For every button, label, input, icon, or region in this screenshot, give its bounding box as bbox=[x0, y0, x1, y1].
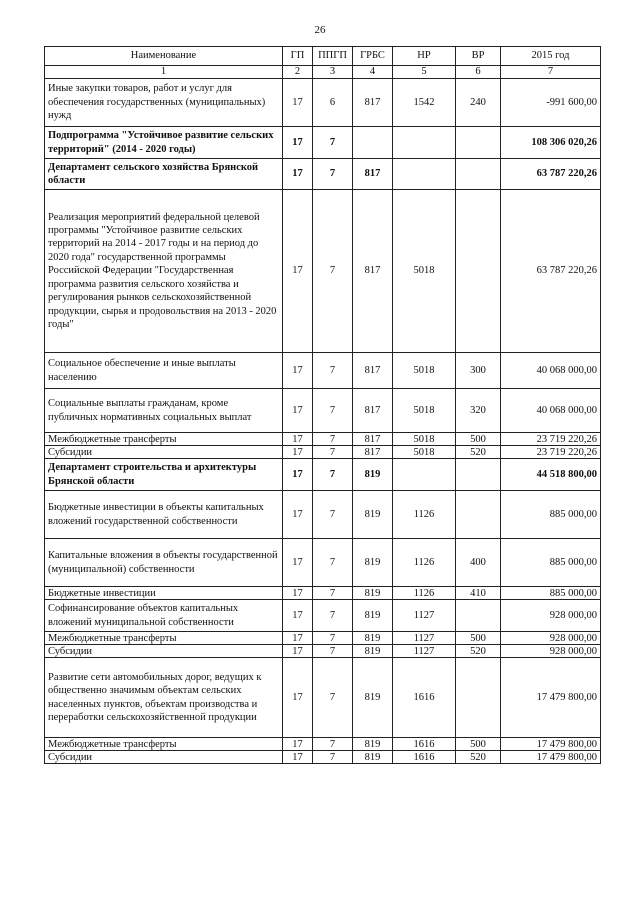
row-gp: 17 bbox=[283, 645, 313, 658]
row-amount: 928 000,00 bbox=[501, 600, 601, 632]
column-number-row bbox=[45, 66, 601, 79]
row-name: Бюджетные инвестиции bbox=[45, 587, 283, 600]
column-number: 2 bbox=[283, 66, 313, 79]
page-number: 26 bbox=[314, 24, 326, 36]
row-name: Межбюджетные трансферты bbox=[45, 433, 283, 446]
row-gp: 17 bbox=[283, 600, 313, 632]
row-name: Социальные выплаты гражданам, кроме публичных нормативных социальных выплат bbox=[45, 389, 283, 433]
row-gp: 17 bbox=[283, 127, 313, 159]
row-gp: 17 bbox=[283, 353, 313, 389]
row-vr: 500 bbox=[456, 632, 501, 645]
row-grbs: 817 bbox=[353, 433, 393, 446]
row-ppgp: 7 bbox=[313, 159, 353, 190]
row-nr: 1126 bbox=[393, 587, 456, 600]
row-vr: 520 bbox=[456, 446, 501, 459]
row-gp: 17 bbox=[283, 79, 313, 127]
row-nr bbox=[393, 459, 456, 491]
row-amount: 44 518 800,00 bbox=[501, 459, 601, 491]
table-body bbox=[45, 79, 601, 764]
row-amount: 63 787 220,26 bbox=[501, 190, 601, 353]
row-grbs: 819 bbox=[353, 491, 393, 539]
row-ppgp: 7 bbox=[313, 632, 353, 645]
row-gp: 17 bbox=[283, 446, 313, 459]
row-grbs: 817 bbox=[353, 353, 393, 389]
table-row bbox=[45, 658, 601, 738]
row-ppgp: 7 bbox=[313, 433, 353, 446]
row-amount: 40 068 000,00 bbox=[501, 389, 601, 433]
row-gp: 17 bbox=[283, 491, 313, 539]
row-name: Социальное обеспечение и иные выплаты населению bbox=[45, 353, 283, 389]
row-nr: 1127 bbox=[393, 600, 456, 632]
header-name: Наименование bbox=[45, 47, 283, 66]
row-vr: 520 bbox=[456, 751, 501, 764]
row-ppgp: 7 bbox=[313, 539, 353, 587]
row-ppgp: 7 bbox=[313, 645, 353, 658]
row-vr: 500 bbox=[456, 738, 501, 751]
column-number: 4 bbox=[353, 66, 393, 79]
table-row bbox=[45, 539, 601, 587]
row-grbs: 819 bbox=[353, 645, 393, 658]
row-grbs: 817 bbox=[353, 79, 393, 127]
row-name: Софинансирование объектов капитальных вложений муниципальной собственности bbox=[45, 600, 283, 632]
row-grbs: 819 bbox=[353, 738, 393, 751]
row-vr: 400 bbox=[456, 539, 501, 587]
table-row bbox=[45, 738, 601, 751]
table-row bbox=[45, 645, 601, 658]
row-vr: 410 bbox=[456, 587, 501, 600]
table-row bbox=[45, 751, 601, 764]
row-ppgp: 7 bbox=[313, 738, 353, 751]
column-number: 5 bbox=[393, 66, 456, 79]
row-grbs: 817 bbox=[353, 159, 393, 190]
row-nr: 1542 bbox=[393, 79, 456, 127]
row-grbs bbox=[353, 127, 393, 159]
row-gp: 17 bbox=[283, 539, 313, 587]
row-name: Капитальные вложения в объекты государственной (муниципальной) собственности bbox=[45, 539, 283, 587]
row-nr: 1127 bbox=[393, 632, 456, 645]
row-vr bbox=[456, 159, 501, 190]
row-nr: 5018 bbox=[393, 353, 456, 389]
row-vr bbox=[456, 600, 501, 632]
row-nr: 1616 bbox=[393, 751, 456, 764]
row-nr bbox=[393, 159, 456, 190]
row-vr bbox=[456, 658, 501, 738]
column-number: 7 bbox=[501, 66, 601, 79]
row-ppgp: 7 bbox=[313, 389, 353, 433]
table-row bbox=[45, 632, 601, 645]
row-ppgp: 7 bbox=[313, 491, 353, 539]
row-vr: 300 bbox=[456, 353, 501, 389]
row-name: Бюджетные инвестиции в объекты капитальных вложений государственной собственности bbox=[45, 491, 283, 539]
table-row bbox=[45, 446, 601, 459]
row-grbs: 817 bbox=[353, 389, 393, 433]
row-amount: 17 479 800,00 bbox=[501, 658, 601, 738]
budget-table bbox=[44, 46, 601, 764]
row-amount: 17 479 800,00 bbox=[501, 738, 601, 751]
header-grbs: ГРБС bbox=[353, 47, 393, 66]
row-nr: 1616 bbox=[393, 658, 456, 738]
header-ppgp: ППГП bbox=[313, 47, 353, 66]
row-vr: 320 bbox=[456, 389, 501, 433]
row-vr: 240 bbox=[456, 79, 501, 127]
row-name: Департамент сельского хозяйства Брянской области bbox=[45, 159, 283, 190]
row-amount: 885 000,00 bbox=[501, 587, 601, 600]
row-name: Субсидии bbox=[45, 751, 283, 764]
row-grbs: 819 bbox=[353, 658, 393, 738]
row-gp: 17 bbox=[283, 433, 313, 446]
table-row bbox=[45, 600, 601, 632]
row-nr: 5018 bbox=[393, 389, 456, 433]
column-number: 6 bbox=[456, 66, 501, 79]
row-gp: 17 bbox=[283, 389, 313, 433]
row-ppgp: 7 bbox=[313, 446, 353, 459]
row-amount: 885 000,00 bbox=[501, 539, 601, 587]
row-amount: 23 719 220,26 bbox=[501, 446, 601, 459]
row-ppgp: 7 bbox=[313, 353, 353, 389]
row-amount: 108 306 020,26 bbox=[501, 127, 601, 159]
row-ppgp: 7 bbox=[313, 658, 353, 738]
table-row bbox=[45, 587, 601, 600]
row-name: Межбюджетные трансферты bbox=[45, 632, 283, 645]
row-ppgp: 7 bbox=[313, 127, 353, 159]
row-gp: 17 bbox=[283, 738, 313, 751]
row-amount: 885 000,00 bbox=[501, 491, 601, 539]
row-name: Реализация мероприятий федеральной целевой программы "Устойчивое развитие сельских территорий на 2014 - 2017 годы и на период до 2020 года" государственной программы Российской Федерации "Государственная программа развития сельского хозяйства и регулирования рынков сельскохозяйственной продукции, сырья и продовольствия на 2013 - 2020 годы" bbox=[45, 190, 283, 353]
table-row bbox=[45, 389, 601, 433]
row-grbs: 819 bbox=[353, 539, 393, 587]
row-gp: 17 bbox=[283, 459, 313, 491]
row-amount: 17 479 800,00 bbox=[501, 751, 601, 764]
row-grbs: 819 bbox=[353, 751, 393, 764]
row-ppgp: 7 bbox=[313, 751, 353, 764]
row-nr: 1127 bbox=[393, 645, 456, 658]
table-row bbox=[45, 127, 601, 159]
row-grbs: 819 bbox=[353, 587, 393, 600]
row-ppgp: 6 bbox=[313, 79, 353, 127]
row-vr bbox=[456, 491, 501, 539]
table-row bbox=[45, 491, 601, 539]
table-row bbox=[45, 433, 601, 446]
row-amount: 928 000,00 bbox=[501, 632, 601, 645]
row-gp: 17 bbox=[283, 632, 313, 645]
table-row bbox=[45, 459, 601, 491]
row-vr bbox=[456, 190, 501, 353]
row-name: Субсидии bbox=[45, 645, 283, 658]
row-nr: 5018 bbox=[393, 190, 456, 353]
table-row bbox=[45, 353, 601, 389]
row-grbs: 819 bbox=[353, 600, 393, 632]
row-gp: 17 bbox=[283, 159, 313, 190]
row-name: Департамент строительства и архитектуры Брянской области bbox=[45, 459, 283, 491]
row-gp: 17 bbox=[283, 658, 313, 738]
row-name: Субсидии bbox=[45, 446, 283, 459]
row-amount: 63 787 220,26 bbox=[501, 159, 601, 190]
row-nr: 5018 bbox=[393, 433, 456, 446]
row-gp: 17 bbox=[283, 190, 313, 353]
row-grbs: 817 bbox=[353, 446, 393, 459]
row-vr: 500 bbox=[456, 433, 501, 446]
row-nr bbox=[393, 127, 456, 159]
row-amount: 23 719 220,26 bbox=[501, 433, 601, 446]
row-nr: 1616 bbox=[393, 738, 456, 751]
row-grbs: 819 bbox=[353, 632, 393, 645]
table-row bbox=[45, 79, 601, 127]
header-amount: 2015 год bbox=[501, 47, 601, 66]
header-nr: НР bbox=[393, 47, 456, 66]
row-nr: 1126 bbox=[393, 491, 456, 539]
row-vr: 520 bbox=[456, 645, 501, 658]
header-vr: ВР bbox=[456, 47, 501, 66]
row-ppgp: 7 bbox=[313, 190, 353, 353]
row-amount: 40 068 000,00 bbox=[501, 353, 601, 389]
row-gp: 17 bbox=[283, 587, 313, 600]
column-number: 3 bbox=[313, 66, 353, 79]
table-row bbox=[45, 159, 601, 190]
row-name: Подпрограмма "Устойчивое развитие сельских территорий" (2014 - 2020 годы) bbox=[45, 127, 283, 159]
row-name: Иные закупки товаров, работ и услуг для обеспечения государственных (муниципальных) нужд bbox=[45, 79, 283, 127]
row-nr: 1126 bbox=[393, 539, 456, 587]
table-row bbox=[45, 190, 601, 353]
header-row bbox=[45, 47, 601, 66]
row-gp: 17 bbox=[283, 751, 313, 764]
row-amount: 928 000,00 bbox=[501, 645, 601, 658]
row-amount: -991 600,00 bbox=[501, 79, 601, 127]
row-vr bbox=[456, 127, 501, 159]
header-gp: ГП bbox=[283, 47, 313, 66]
column-number: 1 bbox=[45, 66, 283, 79]
row-name: Межбюджетные трансферты bbox=[45, 738, 283, 751]
row-ppgp: 7 bbox=[313, 459, 353, 491]
row-ppgp: 7 bbox=[313, 600, 353, 632]
row-name: Развитие сети автомобильных дорог, ведущих к общественно значимым объектам сельских населенных пунктов, объектам производства и переработки сельскохозяйственной продукции bbox=[45, 658, 283, 738]
row-nr: 5018 bbox=[393, 446, 456, 459]
row-grbs: 819 bbox=[353, 459, 393, 491]
row-ppgp: 7 bbox=[313, 587, 353, 600]
row-vr bbox=[456, 459, 501, 491]
row-grbs: 817 bbox=[353, 190, 393, 353]
